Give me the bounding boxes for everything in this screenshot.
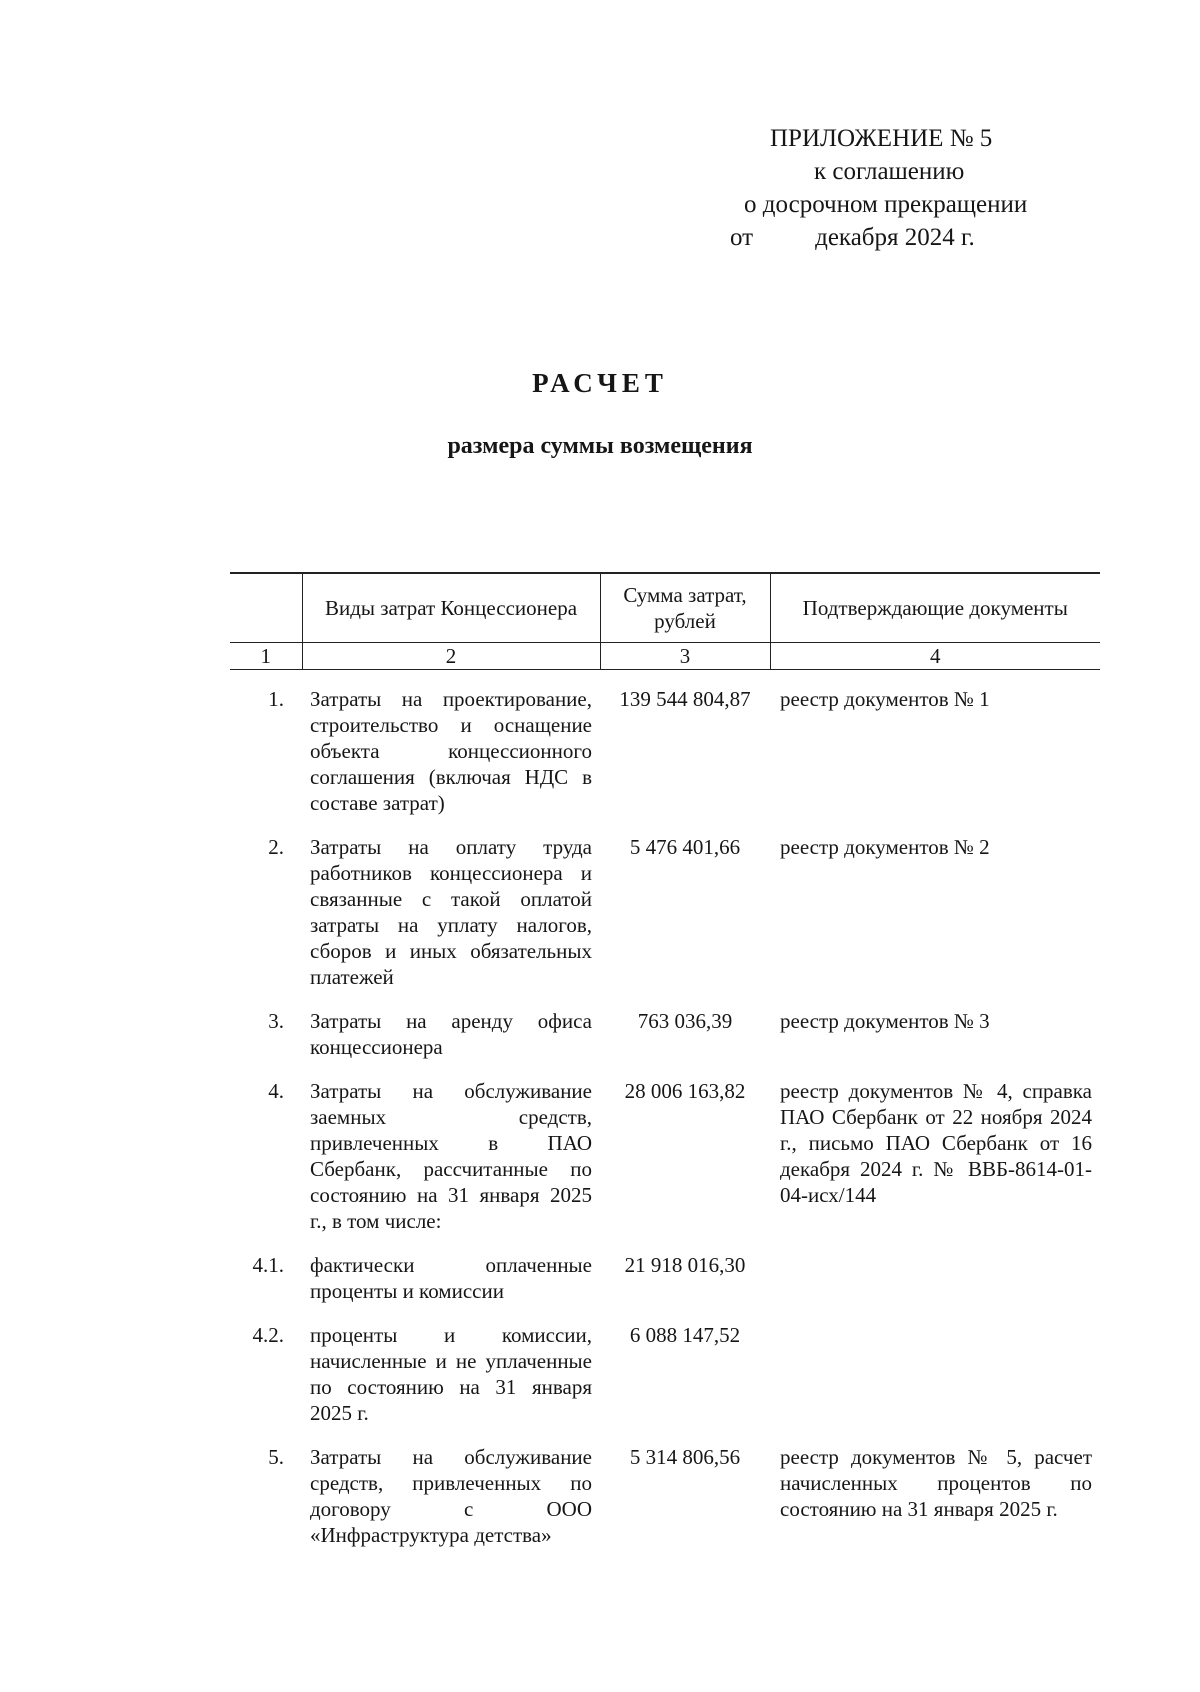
row-amount: 5 476 401,66	[629, 835, 741, 859]
row-description: Затраты на оплату труда работников концессионера и связанные с такой оплатой затраты на уплату налогов, сборов и иных обязательных платежей	[310, 835, 592, 989]
appendix-title: ПРИЛОЖЕНИЕ № 5	[770, 125, 993, 152]
row-documents	[770, 1252, 1100, 1322]
header-cell-documents: Подтверждающие документы	[770, 573, 1100, 643]
row-number: 3.	[268, 1009, 284, 1033]
table-row	[230, 834, 1100, 1008]
calculation-table	[230, 572, 1100, 1566]
document-subtitle: размера суммы возмещения	[447, 433, 753, 459]
row-documents: реестр документов № 3	[780, 1009, 990, 1033]
table-row	[230, 1444, 1100, 1566]
table-row	[230, 1252, 1100, 1322]
row-amount: 21 918 016,30	[624, 1253, 746, 1277]
date-prefix: от	[730, 224, 754, 251]
table-row	[230, 670, 1100, 835]
row-description: Затраты на обслуживание средств, привлеченных по договору с ООО «Инфраструктура детства»	[310, 1445, 592, 1547]
row-description: проценты и комиссии, начисленные и не уплаченные по состоянию на 31 января 2025 г.	[310, 1323, 592, 1425]
table-row	[230, 1078, 1100, 1252]
column-number: 4	[770, 643, 1100, 670]
row-number: 4.2.	[252, 1323, 284, 1347]
row-amount: 6 088 147,52	[629, 1323, 741, 1347]
row-number: 5.	[268, 1445, 284, 1469]
row-description: Затраты на аренду офиса концессионера	[310, 1009, 592, 1059]
row-number: 1.	[268, 687, 284, 711]
row-documents: реестр документов № 5, расчет начисленных процентов по состоянию на 31 января 2025 г.	[780, 1445, 1092, 1521]
header-cell-cost-types: Виды затрат Концессионера	[302, 573, 600, 643]
table-row	[230, 1008, 1100, 1078]
row-amount: 5 314 806,56	[629, 1445, 741, 1469]
table-header-row	[230, 573, 1100, 643]
appendix-line-agreement: к соглашению	[814, 158, 965, 185]
row-documents: реестр документов № 1	[780, 687, 990, 711]
row-documents	[770, 1322, 1100, 1444]
column-number: 3	[600, 643, 770, 670]
row-documents: реестр документов № 4, справка ПАО Сбербанк от 22 ноября 2024 г., письмо ПАО Сбербанк от 16 декабря 2024 г. № ВВБ-8614-01-04-исх/144	[780, 1079, 1092, 1207]
table-row	[230, 1322, 1100, 1444]
row-description: Затраты на обслуживание заемных средств, привлеченных в ПАО Сбербанк, рассчитанные по состоянию на 31 января 2025 г., в том числе:	[310, 1079, 592, 1233]
row-amount: 139 544 804,87	[619, 687, 751, 711]
row-documents: реестр документов № 2	[780, 835, 990, 859]
appendix-date-line	[730, 221, 1027, 254]
appendix-header	[730, 122, 1027, 254]
row-amount: 28 006 163,82	[624, 1079, 746, 1103]
document-title: РАСЧЕТ	[532, 368, 668, 398]
column-number: 1	[230, 643, 302, 670]
row-number: 4.1.	[252, 1253, 284, 1277]
row-number: 2.	[268, 835, 284, 859]
appendix-line-termination: о досрочном прекращении	[744, 191, 1028, 218]
row-description: фактически оплаченные проценты и комиссии	[310, 1253, 592, 1303]
header-cell-number	[230, 573, 302, 643]
row-number: 4.	[268, 1079, 284, 1103]
column-number: 2	[302, 643, 600, 670]
header-cell-amount: Сумма затрат, рублей	[600, 573, 770, 643]
date-text: декабря 2024 г.	[815, 224, 975, 251]
row-amount: 763 036,39	[637, 1009, 733, 1033]
column-number-row	[230, 643, 1100, 670]
row-description: Затраты на проектирование, строительство и оснащение объекта концессионного соглашения (включая НДС в составе затрат)	[310, 687, 592, 815]
